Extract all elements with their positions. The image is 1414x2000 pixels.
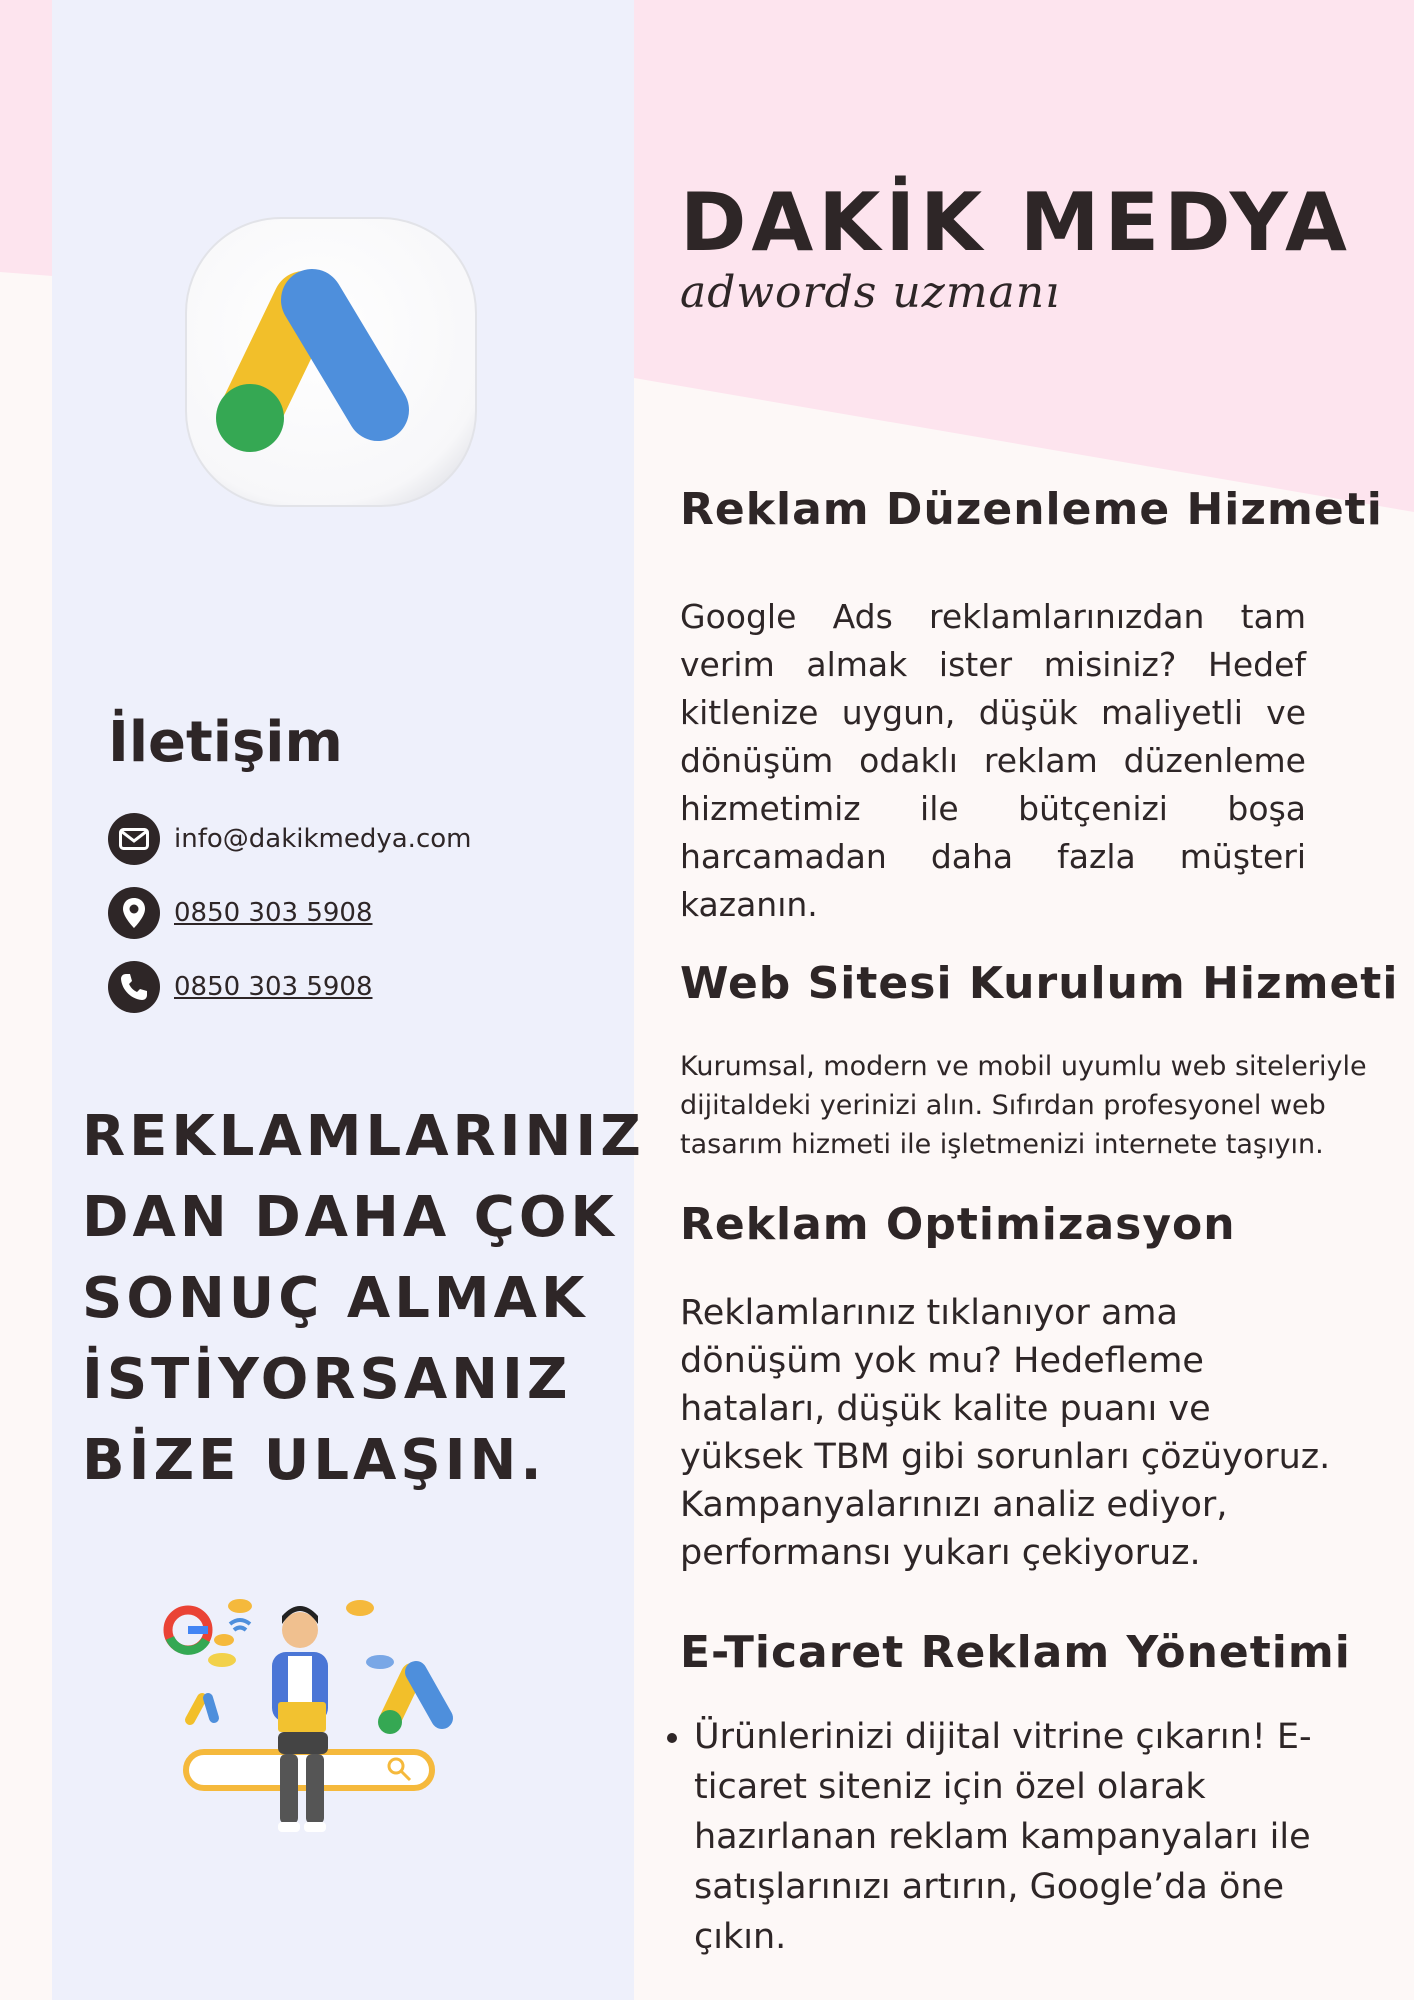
section-heading: Reklam Düzenleme Hizmeti [680,484,1383,535]
contact-phone-row[interactable] [108,961,373,1013]
cta-line: REKLAMLARINIZ [82,1104,645,1169]
section-text: Reklamlarınız tıklanıyor ama dönüşüm yok mu? Hedefleme hataları, düşük kalite puanı ve yüksek TBM gibi sorunları çözüyoruz. Kampanyalarınızı analiz ediyor, performansı yukarı çekiyoruz. [680,1293,1331,1573]
section-text: Google Ads reklamlarınızdan tam verim almak ister misiniz? Hedef kitlenize uygun, düşük maliyetli ve dönüşüm odaklı reklam düzenleme hizmetimiz ile bütçenizi boşa harcamadan daha fazla müşteri kazanın. [680,597,1306,924]
section-heading: E-Ticaret Reklam Yönetimi [680,1627,1351,1678]
section-text: Kurumsal, modern ve mobil uyumlu web siteleriyle dijitaldeki yerinizi alın. Sıfırdan profesyonel web tasarım hizmeti ile işletmenizi internete taşıyın. [680,1051,1367,1160]
contact-email-row[interactable] [108,813,471,865]
contact-location-row[interactable] [108,887,373,939]
google-ads-logo [182,214,480,510]
cta-line: BİZE ULAŞIN. [82,1428,546,1493]
contact-phone[interactable]: 0850 303 5908 [174,972,373,1002]
section-heading: Reklam Optimizasyon [680,1199,1236,1250]
contact-title: İletişim [108,710,343,775]
cta-line: DAN DAHA ÇOK [82,1185,618,1250]
envelope-icon [108,813,160,865]
cta-line: İSTİYORSANIZ [82,1347,572,1412]
contact-email[interactable]: info@dakikmedya.com [174,824,472,854]
brand-subtitle: adwords uzmanı [680,267,1061,318]
list-item: • Ürünlerinizi dijital vitrine çıkarın! E-ticaret siteniz için özel olarak hazırlanan reklam kampanyaları ile satışlarınızı artırın, Google’da öne çıkın. [694,1712,1354,1962]
person-with-laptop-illustration [150,1590,470,1860]
brand-title: DAKİK MEDYA [680,176,1352,269]
location-pin-icon [108,887,160,939]
phone-icon [108,961,160,1013]
contact-phone-link[interactable]: 0850 303 5908 [174,898,373,928]
call-to-action [82,1096,645,1501]
cta-line: SONUÇ ALMAK [82,1266,589,1331]
bullet-list [650,1712,1354,1962]
section-heading: Web Sitesi Kurulum Hizmeti [680,958,1399,1009]
brand-header [680,178,1380,318]
